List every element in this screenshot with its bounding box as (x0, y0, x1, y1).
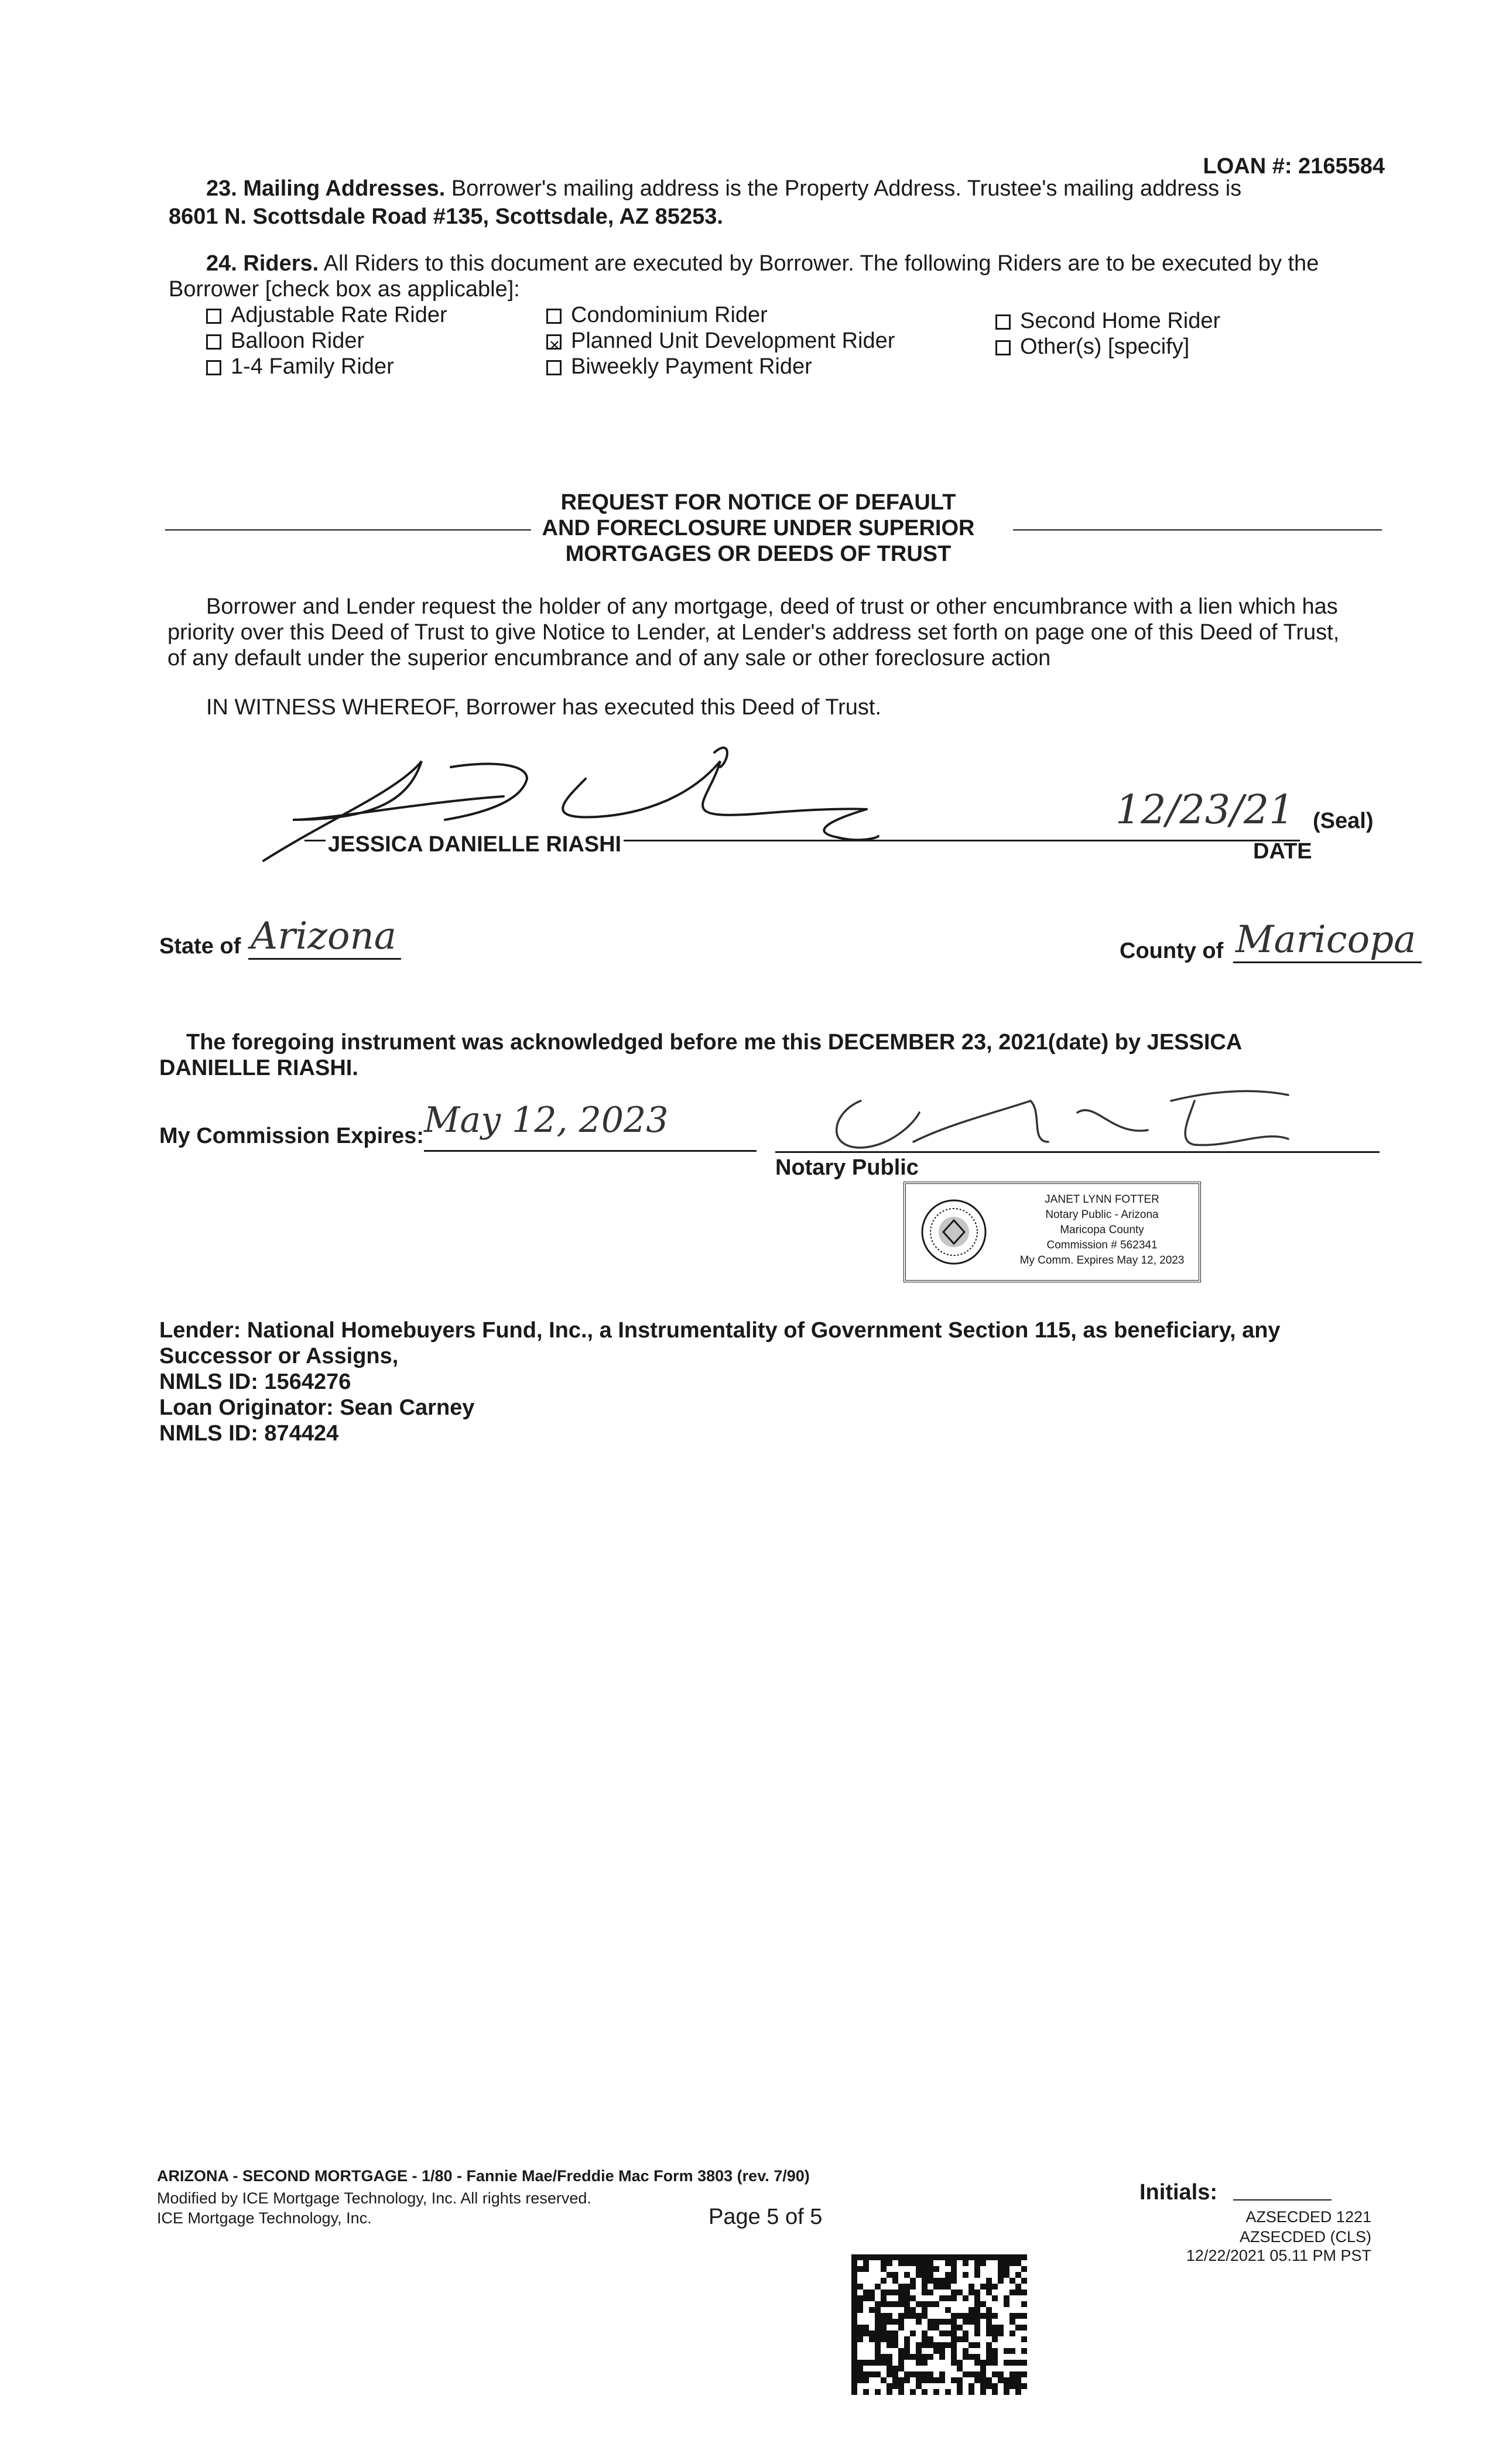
footer-code-1: AZSECDED 1221 (1245, 2208, 1371, 2226)
commission-label: My Commission Expires: (159, 1124, 424, 1148)
lender-line-1: Lender: National Homebuyers Fund, Inc., a Instrumentality of Government Section 115, as beneficiary, any (159, 1318, 1281, 1343)
rider-label: Condominium Rider (571, 303, 768, 327)
stamp-name: JANET LYNN FOTTER (1045, 1193, 1159, 1206)
notary-seal-icon (919, 1197, 989, 1267)
section-24-heading: 24. Riders. (206, 251, 319, 276)
stamp-line-3: Maricopa County (1060, 1224, 1144, 1236)
commission-line (424, 1150, 757, 1152)
signature-date-handwritten: 12/23/21 (1115, 787, 1295, 833)
checkbox-empty-icon[interactable] (206, 334, 221, 350)
checkbox-empty-icon[interactable] (206, 309, 221, 324)
initials-line (1233, 2199, 1332, 2201)
title-rule-right (1013, 529, 1382, 531)
witness-text: IN WITNESS WHEREOF, Borrower has executed this Deed of Trust. (206, 695, 882, 720)
loan-originator: Loan Originator: Sean Carney (159, 1395, 475, 1420)
footer-form-line-3: ICE Mortgage Technology, Inc. (157, 2209, 372, 2227)
state-handwritten: Arizona (248, 915, 401, 960)
request-notice-title-2: AND FORECLOSURE UNDER SUPERIOR (542, 516, 975, 540)
rider-option (546, 328, 895, 354)
notary-public-label: Notary Public (775, 1155, 919, 1180)
footer-code-2: AZSECDED (CLS) (1239, 2228, 1371, 2246)
riders-column-3 (995, 308, 1220, 360)
initials-label: Initials: (1139, 2180, 1218, 2205)
rider-label: Balloon Rider (231, 328, 365, 353)
rider-option (206, 354, 447, 379)
checkbox-empty-icon[interactable] (546, 360, 562, 375)
acknowledgment-line-2: DANIELLE RIASHI. (159, 1056, 358, 1080)
rider-label: Other(s) [specify] (1020, 334, 1190, 359)
lender-line-2: Successor or Assigns, (159, 1344, 399, 1368)
rider-option (206, 302, 447, 328)
seal-label: (Seal) (1313, 809, 1374, 833)
rider-label: Planned Unit Development Rider (571, 328, 895, 353)
trustee-address: 8601 N. Scottsdale Road #135, Scottsdale, AZ 85253. (169, 204, 723, 229)
rider-option (206, 328, 447, 354)
footer-form-line-1: ARIZONA - SECOND MORTGAGE - 1/80 - Fannie Mae/Freddie Mac Form 3803 (rev. 7/90) (157, 2167, 810, 2185)
request-notice-para-2: priority over this Deed of Trust to give Notice to Lender, at Lender's address set forth on page one of this Deed of Trust, (167, 620, 1340, 645)
rider-label: Second Home Rider (1020, 309, 1221, 333)
footer-timestamp: 12/22/2021 05.11 PM PST (1186, 2247, 1371, 2264)
section-24-text: All Riders to this document are executed by Borrower. The following Riders are to be executed by the (319, 251, 1319, 276)
county-handwritten: Maricopa (1233, 918, 1422, 963)
riders-column-2 (546, 302, 895, 379)
loan-number: LOAN #: 2165584 (1203, 154, 1385, 179)
checkbox-empty-icon[interactable] (206, 360, 221, 375)
acknowledgment-line-1: The foregoing instrument was acknowledged before me this DECEMBER 23, 2021(date) by JESSICA (186, 1030, 1243, 1055)
rider-option (995, 334, 1220, 360)
request-notice-para-3: of any default under the superior encumbrance and of any sale or other foreclosure action (167, 646, 1051, 670)
footer-form-line-2: Modified by ICE Mortgage Technology, Inc. All rights reserved. (157, 2189, 591, 2207)
section-24-line1 (206, 251, 1319, 276)
date-label: DATE (1253, 839, 1312, 864)
commission-handwritten: May 12, 2023 (424, 1100, 669, 1141)
checkbox-empty-icon[interactable] (995, 340, 1011, 355)
checkbox-empty-icon[interactable] (995, 314, 1011, 330)
stamp-line-2: Notary Public - Arizona (1045, 1209, 1159, 1221)
request-notice-para-1: Borrower and Lender request the holder of any mortgage, deed of trust or other encumbrance with a lien which has (206, 594, 1338, 619)
section-24-line2: Borrower [check box as applicable]: (169, 277, 520, 302)
rider-label: Adjustable Rate Rider (231, 303, 447, 327)
stamp-line-5: My Comm. Expires May 12, 2023 (1019, 1254, 1185, 1267)
checkbox-checked-icon[interactable] (546, 334, 562, 350)
barcode-2d (851, 2254, 1027, 2395)
lender-nmls: NMLS ID: 1564276 (159, 1370, 351, 1394)
rider-option (546, 354, 895, 379)
request-notice-title-1: REQUEST FOR NOTICE OF DEFAULT (560, 490, 956, 515)
section-23-text: Borrower's mailing address is the Property Address. Trustee's mailing address is (445, 176, 1242, 201)
state-label: State of (159, 934, 241, 959)
page-number: Page 5 of 5 (709, 2205, 823, 2229)
checkbox-empty-icon[interactable] (546, 309, 562, 324)
section-23-heading: 23. Mailing Addresses. (206, 176, 446, 201)
rider-option (546, 302, 895, 328)
title-rule-left (165, 529, 531, 531)
rider-label: Biweekly Payment Rider (571, 354, 812, 379)
riders-column-1 (206, 302, 447, 379)
county-label: County of (1120, 939, 1224, 963)
rider-label: 1-4 Family Rider (231, 354, 394, 379)
request-notice-title-3: MORTGAGES OR DEEDS OF TRUST (565, 542, 952, 566)
section-23-line1 (206, 176, 1241, 201)
notary-signature-line (775, 1151, 1380, 1153)
rider-option (995, 308, 1220, 334)
originator-nmls: NMLS ID: 874424 (159, 1421, 339, 1446)
notary-stamp (903, 1182, 1201, 1282)
stamp-line-4: Commission # 562341 (1046, 1239, 1158, 1251)
borrower-name: JESSICA DANIELLE RIASHI (326, 831, 624, 857)
